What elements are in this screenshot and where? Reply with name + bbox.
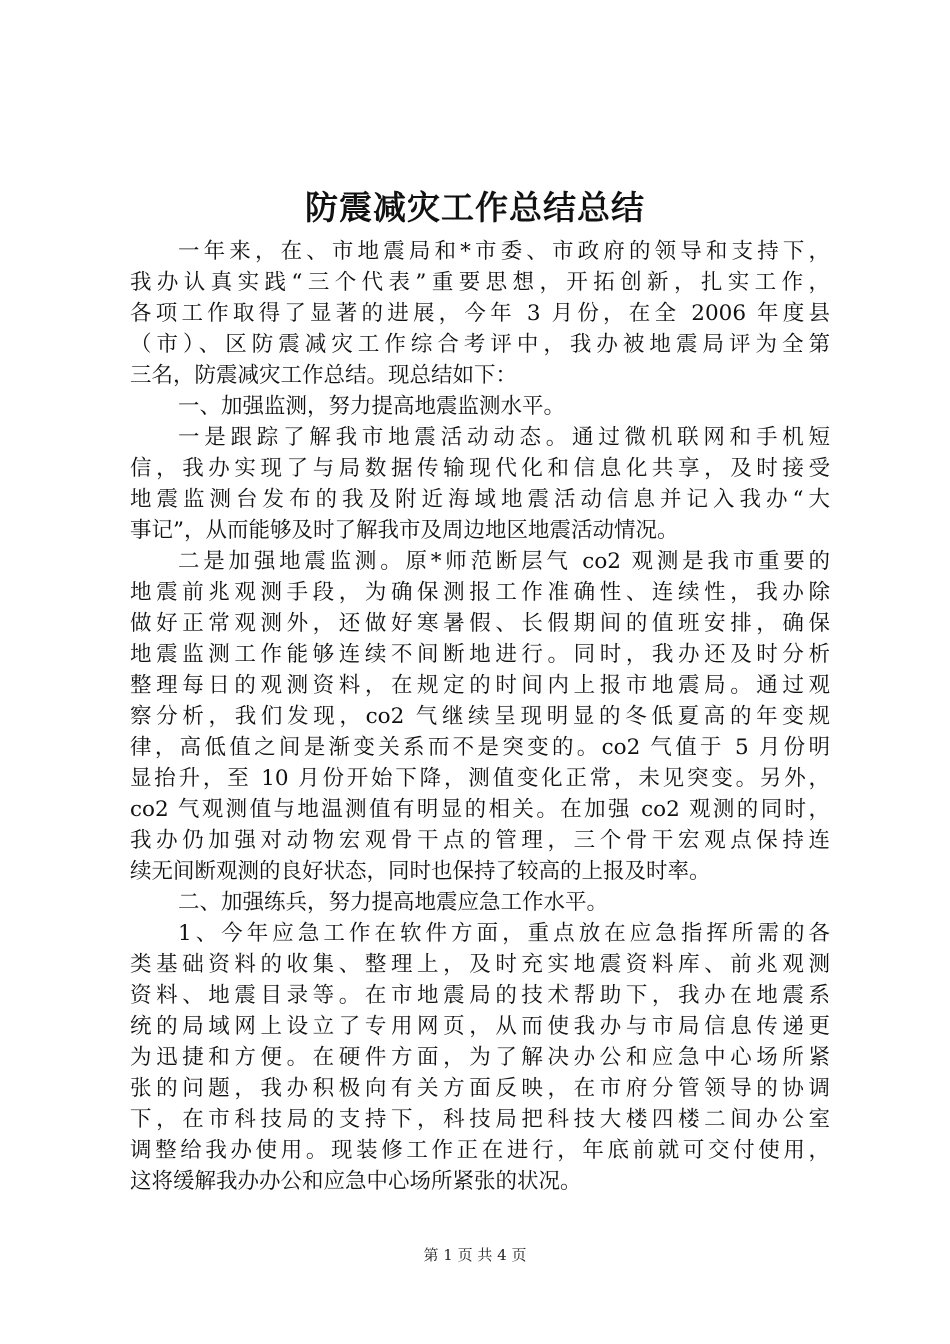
text-line: 调整给我办使用。现装修工作正在进行，年底前就可交付使用， (130, 1138, 830, 1163)
text-line: 续无间断观测的良好状态，同时也保持了较高的上报及时率。 (130, 859, 711, 884)
text-line: 信，我办实现了与局数据传输现代化和信息化共享，及时接受 (130, 456, 830, 481)
page-footer: 第 1 页 共 4 页 (423, 1246, 527, 1264)
text-line: 为迅捷和方便。在硬件方面，为了解决办公和应急中心场所紧 (130, 1045, 830, 1070)
text-line: 二是加强地震监测。原*师范断层气 co2 观测是我市重要的 (178, 549, 830, 574)
text-line: 地震监测台发布的我及附近海域地震活动信息并记入我办“大 (130, 487, 830, 512)
text-line: 察分析，我们发现，co2 气继续呈现明显的冬低夏高的年变规 (130, 704, 830, 729)
text-line: 一是跟踪了解我市地震活动动态。通过微机联网和手机短 (178, 425, 830, 450)
text-line: 我办认真实践“三个代表”重要思想，开拓创新，扎实工作， (130, 270, 830, 295)
text-line: 一年来，在、市地震局和*市委、市政府的领导和支持下， (178, 239, 830, 264)
text-line: 资料、地震目录等。在市地震局的技术帮助下，我办在地震系 (130, 983, 830, 1008)
text-line: 地震前兆观测手段，为确保测报工作准确性、连续性，我办除 (130, 580, 830, 605)
text-line: 类基础资料的收集、整理上，及时充实地震资料库、前兆观测 (130, 952, 830, 977)
text-line: 统的局域网上设立了专用网页，从而使我办与市局信息传递更 (130, 1014, 830, 1039)
text-line: 下，在市科技局的支持下，科技局把科技大楼四楼二间办公室 (130, 1107, 830, 1132)
document-title: 防震减灾工作总结总结 (305, 188, 645, 227)
text-line: 张的问题，我办积极向有关方面反映，在市府分管领导的协调 (130, 1076, 830, 1101)
text-line: 这将缓解我办办公和应急中心场所紧张的状况。 (130, 1169, 582, 1194)
text-line: 事记”，从而能够及时了解我市及周边地区地震活动情况。 (130, 518, 679, 543)
text-line: 各项工作取得了显著的进展，今年 3 月份，在全 2006 年度县 (130, 301, 830, 326)
text-line: 我办仍加强对动物宏观骨干点的管理，三个骨干宏观点保持连 (130, 828, 830, 853)
text-line: 1、今年应急工作在软件方面，重点放在应急指挥所需的各 (178, 921, 830, 946)
text-line: 显抬升，至 10 月份开始下降，测值变化正常，未见突变。另外， (130, 766, 830, 791)
text-line: 做好正常观测外，还做好寒暑假、长假期间的值班安排，确保 (130, 611, 830, 636)
text-line: co2 气观测值与地温测值有明显的相关。在加强 co2 观测的同时， (130, 797, 830, 822)
text-line: 三名，防震减灾工作总结。现总结如下： (130, 363, 518, 388)
text-line: 二、加强练兵，努力提高地震应急工作水平。 (178, 890, 609, 915)
text-line: 一、加强监测，努力提高地震监测水平。 (178, 394, 566, 419)
text-line: 律，高低值之间是渐变关系而不是突变的。co2 气值于 5 月份明 (130, 735, 830, 760)
text-line: （市）、区防震减灾工作综合考评中，我办被地震局评为全第 (130, 332, 830, 357)
text-line: 整理每日的观测资料，在规定的时间内上报市地震局。通过观 (130, 673, 830, 698)
text-line: 地震监测工作能够连续不间断地进行。同时，我办还及时分析 (130, 642, 830, 667)
document-body (130, 236, 830, 1197)
